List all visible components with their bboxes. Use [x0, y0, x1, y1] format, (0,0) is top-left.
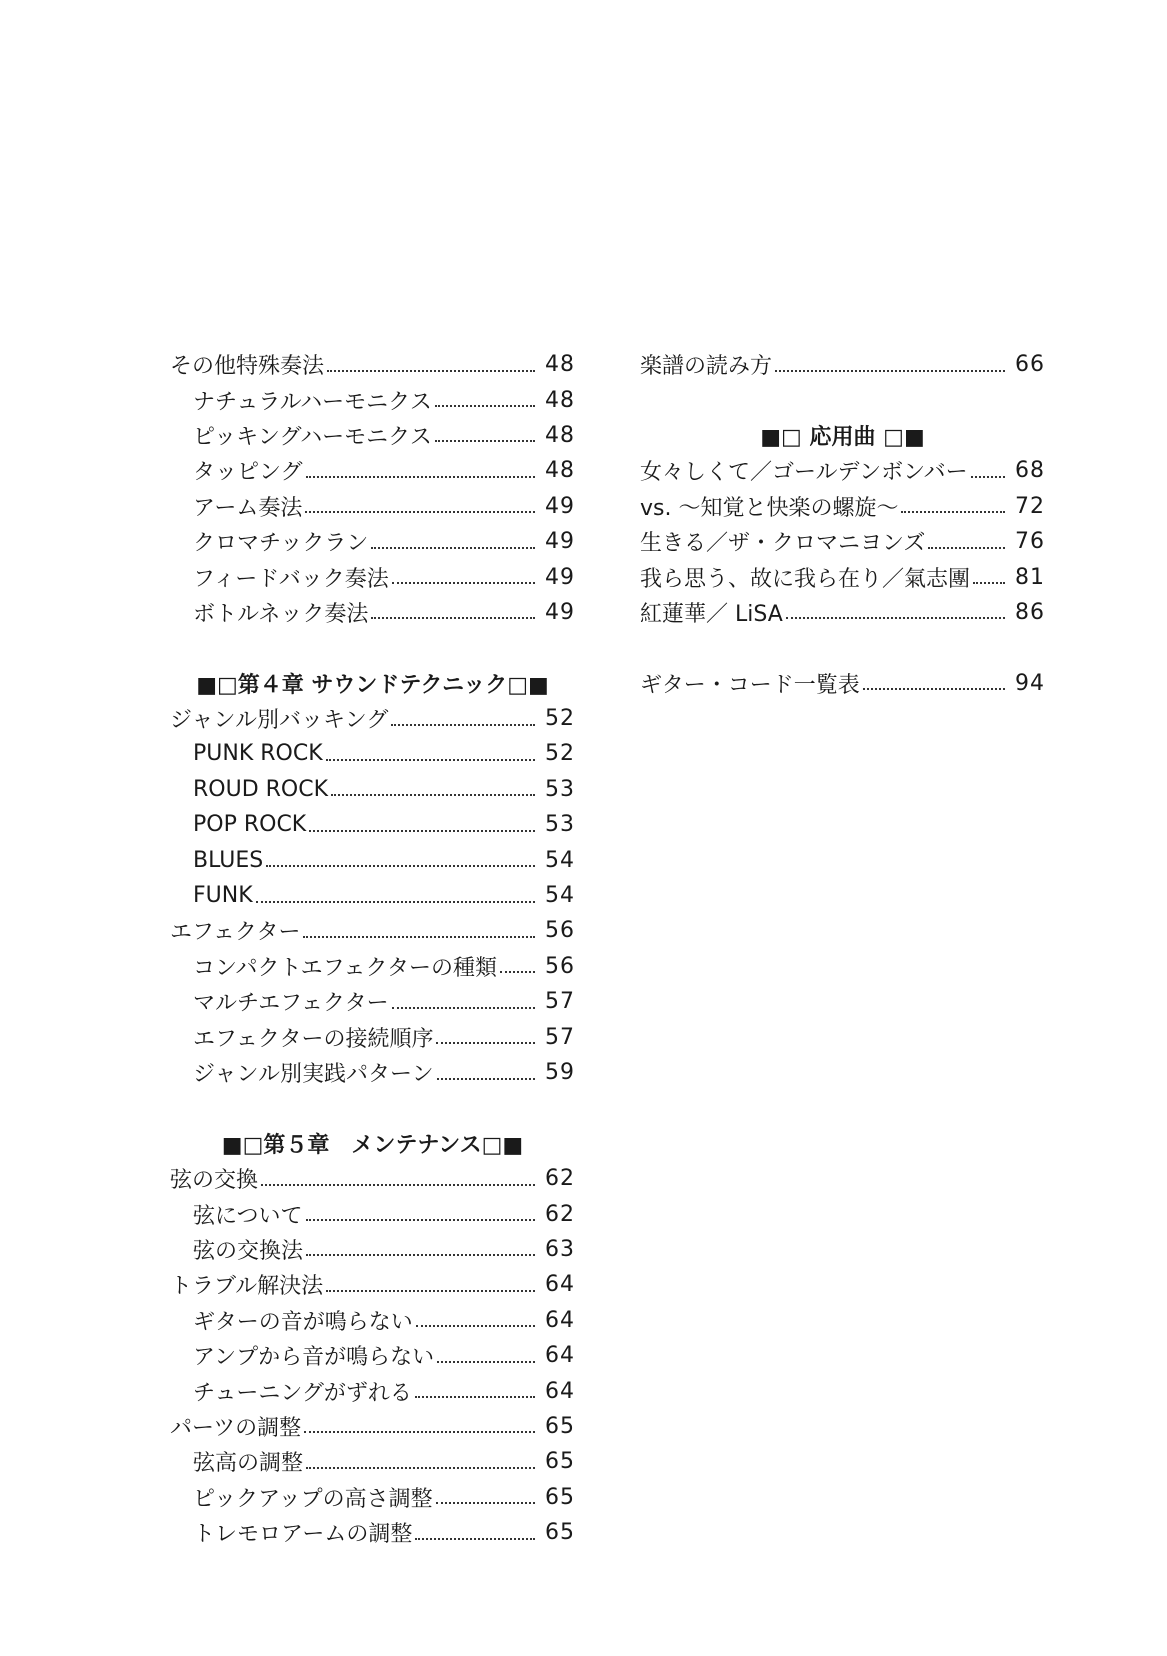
toc-entry-page: 49 [545, 564, 575, 590]
toc-entry-title: BLUES [193, 847, 264, 873]
spacer [170, 1090, 575, 1125]
toc-group [170, 1161, 575, 1550]
dot-leader [786, 617, 1005, 619]
toc-entry [170, 1019, 575, 1054]
dot-leader [326, 1290, 535, 1292]
dot-leader [371, 547, 535, 549]
toc-entry-title: PUNK ROCK [193, 741, 323, 767]
toc-entry-page: 68 [1015, 458, 1045, 484]
toc-entry [170, 524, 575, 559]
toc-entry-page: 64 [545, 1378, 575, 1404]
toc-entry [170, 913, 575, 948]
toc-entry [170, 453, 575, 488]
toc-entry-page: 65 [545, 1413, 575, 1439]
dot-leader [437, 1078, 535, 1080]
toc-entry [170, 1161, 575, 1196]
chapter-5-heading: ■□第５章 メンテナンス□■ [221, 1132, 524, 1158]
toc-entry-title: 弦の交換法 [193, 1238, 304, 1264]
toc-entry [640, 595, 1045, 630]
toc-entry-title: ナチュラルハーモニクス [193, 389, 432, 415]
toc-entry [170, 701, 575, 736]
dot-leader [256, 901, 535, 903]
dot-leader [326, 759, 535, 761]
toc-entry-title: 楽譜の読み方 [640, 354, 773, 380]
dot-leader [306, 1219, 535, 1221]
dot-leader [971, 476, 1005, 478]
toc-entry-page: 49 [545, 493, 575, 519]
toc-entry-page: 56 [545, 953, 575, 979]
toc-entry-page: 81 [1015, 564, 1045, 590]
toc-entry [170, 1303, 575, 1338]
toc-entry [640, 524, 1045, 559]
toc-entry [640, 666, 1045, 701]
dot-leader [303, 936, 535, 938]
toc-entry [170, 842, 575, 877]
toc-entry-title: ギター・コード一覧表 [640, 672, 860, 698]
toc-entry-page: 63 [545, 1236, 575, 1262]
toc-entry-title: 女々しくて／ゴールデンボンバー [640, 460, 968, 486]
toc-entry-page: 48 [545, 387, 575, 413]
toc-entry-title: トレモロアームの調整 [193, 1522, 413, 1548]
toc-entry-title: vs. ～知覚と快楽の螺旋～ [640, 495, 899, 521]
toc-entry [640, 489, 1045, 524]
toc-entry [170, 772, 575, 807]
toc-entry-page: 54 [545, 883, 575, 909]
toc-entry-title: ギターの音が鳴らない [193, 1309, 413, 1335]
dot-leader [437, 1361, 535, 1363]
toc-group [640, 666, 1045, 701]
toc-entry-title: パーツの調整 [170, 1415, 302, 1441]
toc-entry-title: マルチエフェクター [193, 991, 389, 1017]
dot-leader [371, 617, 535, 619]
toc-entry [170, 1444, 575, 1479]
dot-leader [306, 476, 535, 478]
toc-entry [170, 1480, 575, 1515]
toc-entry-page: 48 [545, 352, 575, 378]
toc-entry [170, 382, 575, 417]
toc-entry-page: 65 [545, 1484, 575, 1510]
toc-entry [170, 984, 575, 1019]
toc-entry [640, 347, 1045, 382]
toc-entry-page: 48 [545, 458, 575, 484]
toc-entry-title: アンプから音が鳴らない [193, 1345, 435, 1371]
toc-entry [170, 1232, 575, 1267]
toc-entry-page: 76 [1015, 529, 1045, 555]
toc-entry-title: POP ROCK [193, 812, 307, 838]
toc-entry-page: 65 [545, 1520, 575, 1546]
dot-leader [973, 582, 1005, 584]
toc-entry-page: 57 [545, 989, 575, 1015]
toc-entry-page: 54 [545, 847, 575, 873]
toc-entry-title: 弦について [193, 1203, 303, 1229]
toc-entry-page: 64 [545, 1307, 575, 1333]
toc-entry-page: 52 [545, 741, 575, 767]
toc-entry [170, 1338, 575, 1373]
chapter-4-heading: ■□第４章 サウンドテクニック□■ [196, 672, 549, 698]
dot-leader [415, 1396, 535, 1398]
toc-entry-title: タッピング [193, 460, 303, 486]
toc-entry [170, 807, 575, 842]
toc-entry-title: チューニングがずれる [193, 1380, 412, 1406]
dot-leader [435, 405, 535, 407]
toc-entry [170, 878, 575, 913]
toc-entry-page: 57 [545, 1024, 575, 1050]
toc-entry [170, 1196, 575, 1231]
toc-entry [170, 418, 575, 453]
toc-entry-title: アーム奏法 [193, 495, 303, 521]
toc-entry-title: ピッキングハーモニクス [193, 424, 432, 450]
dot-leader [436, 1502, 535, 1504]
dot-leader [775, 370, 1005, 372]
toc-entry-page: 64 [545, 1343, 575, 1369]
toc-left-column [170, 347, 575, 1550]
toc-entry-page: 66 [1015, 352, 1045, 378]
dot-leader [306, 1467, 535, 1469]
toc-entry [170, 1515, 575, 1550]
toc-entry-title: ジャンル別実践パターン [193, 1062, 434, 1087]
toc-entry-page: 56 [545, 918, 575, 944]
dot-leader [391, 724, 535, 726]
toc-entry-title: 弦の交換 [170, 1168, 259, 1194]
toc-entry-page: 48 [545, 422, 575, 448]
dot-leader [392, 582, 535, 584]
toc-entry-title: エフェクターの接続順序 [193, 1026, 434, 1052]
toc-entry [170, 1409, 575, 1444]
dot-leader [901, 511, 1005, 513]
spacer [640, 382, 1045, 417]
toc-entry-title: エフェクター [170, 920, 301, 946]
toc-entry-title: 生きる／ザ・クロマニヨンズ [640, 531, 926, 557]
toc-entry-page: 59 [545, 1060, 575, 1085]
toc-entry [170, 1055, 575, 1090]
toc-entry-page: 62 [545, 1201, 575, 1227]
toc-entry-title: ジャンル別バッキング [170, 708, 389, 734]
toc-group [640, 347, 1045, 382]
toc-entry-page: 53 [545, 776, 575, 802]
dot-leader [266, 865, 535, 867]
toc-entry-title: ピックアップの高さ調整 [193, 1486, 433, 1512]
toc-right-column [640, 347, 1045, 701]
toc-entry-title: フィードバック奏法 [193, 566, 389, 592]
toc-entry-title: ROUD ROCK [193, 776, 329, 802]
toc-entry-page: 64 [545, 1272, 575, 1298]
spacer [170, 630, 575, 665]
dot-leader [305, 511, 535, 513]
toc-entry-title: ボトルネック奏法 [193, 601, 369, 627]
dot-leader [327, 370, 535, 372]
toc-entry [170, 559, 575, 594]
toc-entry-page: 94 [1015, 670, 1045, 696]
spacer [640, 630, 1045, 665]
dot-leader [435, 440, 535, 442]
toc-entry [170, 949, 575, 984]
dot-leader [392, 1007, 535, 1009]
dot-leader [306, 1254, 535, 1256]
toc-entry-title: 弦高の調整 [193, 1451, 304, 1477]
dot-leader [436, 1042, 535, 1044]
toc-entry-title: 我ら思う、故に我ら在り／氣志團 [640, 566, 971, 592]
toc-entry-title: その他特殊奏法 [170, 354, 325, 380]
toc-entry-page: 49 [545, 529, 575, 555]
toc-entry-page: 65 [545, 1449, 575, 1475]
toc-entry-title: トラブル解決法 [170, 1274, 324, 1300]
toc-entry-page: 62 [545, 1166, 575, 1192]
toc-entry [170, 736, 575, 771]
toc-entry-title: 紅蓮華／ LiSA [640, 601, 783, 627]
toc-entry [170, 1373, 575, 1408]
dot-leader [500, 971, 535, 973]
toc-entry-page: 72 [1015, 493, 1045, 519]
toc-entry [640, 453, 1045, 488]
toc-entry [640, 559, 1045, 594]
toc-group [170, 347, 575, 630]
toc-entry-title: FUNK [193, 883, 253, 909]
toc-entry-page: 53 [545, 812, 575, 838]
toc-entry-page: 49 [545, 599, 575, 625]
toc-group [170, 701, 575, 1090]
toc-entry [170, 489, 575, 524]
dot-leader [415, 1538, 535, 1540]
dot-leader [928, 547, 1005, 549]
toc-entry-page: 52 [545, 706, 575, 732]
toc-entry [170, 1267, 575, 1302]
toc-entry [170, 595, 575, 630]
toc-entry-title: クロマチックラン [193, 531, 369, 557]
dot-leader [863, 688, 1005, 690]
toc-group [640, 453, 1045, 630]
toc-entry-page: 86 [1015, 599, 1045, 625]
toc-entry-title: コンパクトエフェクターの種類 [193, 955, 498, 981]
dot-leader [416, 1325, 535, 1327]
toc-entry [170, 347, 575, 382]
dot-leader [331, 794, 535, 796]
dot-leader [261, 1184, 535, 1186]
dot-leader [304, 1431, 535, 1433]
dot-leader [309, 830, 535, 832]
songs-heading: ■□ 応用曲 □■ [760, 424, 925, 450]
